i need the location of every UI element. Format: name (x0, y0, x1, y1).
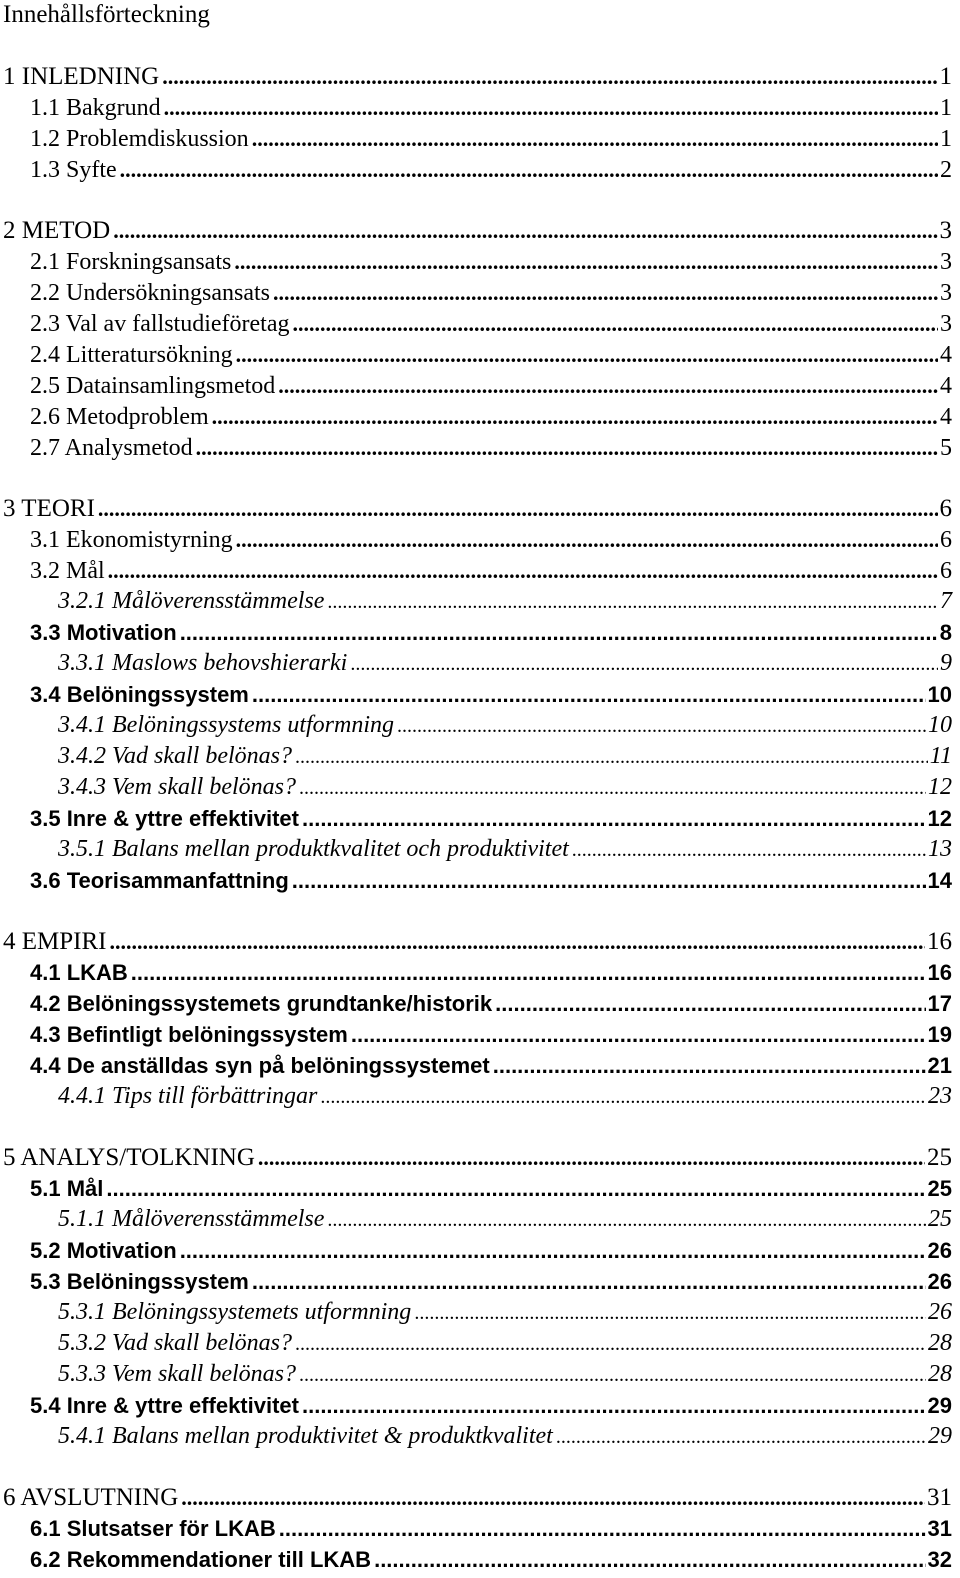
toc-title: Innehållsförteckning (3, 1, 210, 28)
toc-entry-text: 1 INLEDNING (3, 63, 160, 90)
toc-entry-text: 3.3 Motivation (30, 620, 177, 645)
toc-entry-text: 3.4 Belöningssystem (30, 682, 249, 707)
toc-entry[interactable] (58, 1297, 952, 1328)
dot-leader (258, 1142, 925, 1173)
dot-leader (572, 835, 926, 866)
toc-page-number: 31 (927, 1484, 952, 1511)
dot-leader (109, 926, 925, 957)
toc-page-number: 8 (939, 620, 952, 645)
dot-leader (302, 803, 926, 834)
toc-entry-text: 4.4.1 Tips till förbättringar (58, 1083, 318, 1109)
toc-entry[interactable] (30, 246, 952, 277)
dot-leader (273, 277, 938, 308)
toc-entry-text: 2.4 Litteratursökning (30, 342, 233, 368)
dot-leader (180, 617, 938, 648)
toc-page-number: 5 (940, 435, 952, 461)
dot-leader (108, 555, 938, 586)
toc-entry-text: 1.2 Problemdiskussion (30, 126, 249, 152)
dot-leader (397, 711, 926, 742)
toc-entry-text: 4.1 LKAB (30, 960, 128, 985)
toc-entry-text: 2.1 Forskningsansats (30, 249, 232, 275)
toc-page-number: 25 (927, 1176, 952, 1201)
toc-entry-text: 5.3.2 Vad skall belönas? (58, 1330, 292, 1356)
toc-entry[interactable] (58, 834, 952, 865)
toc-page-number: 21 (927, 1053, 952, 1078)
toc-page-number: 29 (928, 1423, 952, 1449)
dot-leader (295, 1329, 926, 1360)
toc-page-number: 12 (928, 774, 952, 800)
toc-entry-text: 3.4.3 Vem skall belönas? (58, 774, 296, 800)
toc-entry-text: 4.3 Befintligt belöningssystem (30, 1022, 348, 1047)
toc-entry[interactable] (30, 617, 952, 648)
toc-entry[interactable] (30, 123, 952, 154)
toc-entry[interactable] (58, 1359, 952, 1390)
dot-leader (278, 370, 938, 401)
dot-leader (236, 339, 938, 370)
toc-entry[interactable] (30, 92, 952, 123)
toc-page-number: 23 (928, 1083, 952, 1109)
toc-entry-text: 5.4.1 Balans mellan produktivitet & produktkvalitet (58, 1423, 553, 1449)
dot-leader (279, 1513, 926, 1544)
dot-leader (180, 1235, 926, 1266)
dot-leader (252, 123, 938, 154)
toc-entry-text: 2.6 Metodproblem (30, 404, 209, 430)
toc-entry-text: 3.5 Inre & yttre effektivitet (30, 806, 299, 831)
toc-page-number: 6 (940, 558, 952, 584)
toc-page-number: 3 (940, 311, 952, 337)
dot-leader (295, 742, 928, 773)
toc-page-number: 12 (927, 806, 952, 831)
toc-entry[interactable] (30, 308, 952, 339)
toc-page-number: 1 (940, 126, 952, 152)
toc-page-number: 26 (927, 1238, 952, 1263)
toc-page-number: 3 (940, 280, 952, 306)
dot-leader (292, 308, 938, 339)
toc-entry-text: 2.3 Val av fallstudieföretag (30, 311, 290, 337)
dot-leader (299, 773, 926, 804)
dot-leader (196, 432, 938, 463)
toc-page-number: 29 (927, 1393, 952, 1418)
toc-entry[interactable] (30, 1513, 952, 1544)
toc-page-number: 3 (940, 249, 952, 275)
dot-leader (327, 587, 938, 618)
dot-leader (556, 1422, 926, 1453)
dot-leader (236, 524, 938, 555)
toc-entry-text: 3.3.1 Maslows behovshierarki (58, 650, 348, 676)
dot-leader (320, 1082, 926, 1113)
dot-leader (302, 1390, 926, 1421)
toc-entry[interactable] (30, 401, 952, 432)
toc-entry[interactable] (30, 154, 952, 185)
toc-page-number: 32 (927, 1547, 952, 1572)
toc-entry-text: 3.4.2 Vad skall belönas? (58, 743, 292, 769)
toc-page-number: 25 (928, 1206, 952, 1232)
toc-entry[interactable] (3, 1142, 952, 1173)
toc-entry[interactable] (3, 61, 952, 92)
toc-entry[interactable] (3, 1482, 952, 1513)
toc-entry[interactable] (30, 957, 952, 988)
toc-entry-text: 5.3 Belöningssystem (30, 1269, 249, 1294)
toc-page-number: 10 (928, 712, 952, 738)
dot-leader (414, 1298, 926, 1329)
toc-entry-text: 3.2.1 Målöverensstämmelse (58, 588, 325, 614)
toc-entry[interactable] (3, 215, 952, 246)
toc-entry-text: 5.4 Inre & yttre effektivitet (30, 1393, 299, 1418)
toc-entry-text: 2.7 Analysmetod (30, 435, 193, 461)
toc-page-number: 3 (939, 217, 952, 244)
toc-page-number: 31 (927, 1516, 952, 1541)
dot-leader (299, 1360, 926, 1391)
toc-page-number: 4 (940, 373, 952, 399)
toc-page-number: 19 (927, 1022, 952, 1047)
toc-page-number: 1 (939, 63, 952, 90)
toc-entry[interactable] (30, 865, 952, 896)
dot-leader (374, 1544, 925, 1575)
toc-entry-text: 5.3.1 Belöningssystemets utformning (58, 1299, 412, 1325)
toc-entry[interactable] (58, 1204, 952, 1235)
dot-leader (113, 215, 937, 246)
dot-leader (120, 154, 938, 185)
toc-page-number: 4 (940, 342, 952, 368)
toc-entry[interactable] (3, 493, 952, 524)
toc-page-number: 2 (940, 157, 952, 183)
toc-entry[interactable] (58, 741, 952, 772)
dot-leader (493, 1050, 926, 1081)
toc-entry[interactable] (30, 432, 952, 463)
toc-entry[interactable] (58, 710, 952, 741)
toc-entry[interactable] (30, 555, 952, 586)
toc-entry-text: 2.2 Undersökningsansats (30, 280, 270, 306)
toc-page-number: 14 (927, 868, 952, 893)
toc-page-number: 25 (927, 1144, 952, 1171)
toc-page-number: 6 (939, 495, 952, 522)
toc-entry-text: 2 METOD (3, 217, 111, 244)
dot-leader (495, 988, 925, 1019)
toc-entry[interactable] (30, 1266, 952, 1297)
toc-entry-text: 6.2 Rekommendationer till LKAB (30, 1547, 372, 1572)
toc-entry[interactable] (30, 370, 952, 401)
toc-page-number: 4 (940, 404, 952, 430)
dot-leader (131, 957, 926, 988)
toc-entry-text: 5.3.3 Vem skall belönas? (58, 1361, 296, 1387)
dot-leader (164, 92, 938, 123)
toc-page-number: 11 (929, 743, 952, 769)
dot-leader (234, 246, 938, 277)
toc-page-number: 10 (927, 682, 952, 707)
dot-leader (252, 679, 926, 710)
toc-entry-text: 5.1.1 Målöverensstämmelse (58, 1206, 325, 1232)
dot-leader (212, 401, 938, 432)
toc-page-number: 6 (940, 527, 952, 553)
toc-entry[interactable] (30, 339, 952, 370)
toc-entry-text: 3.4.1 Belöningssystems utformning (58, 712, 394, 738)
toc-entry[interactable] (58, 648, 952, 679)
dot-leader (292, 865, 926, 896)
toc-page-number: 7 (940, 588, 952, 614)
toc-entry[interactable] (58, 1081, 952, 1112)
toc-entry-text: 3 TEORI (3, 495, 95, 522)
toc-entry-text: 1.1 Bakgrund (30, 95, 161, 121)
toc-page-number: 1 (940, 95, 952, 121)
toc-entry[interactable] (30, 1019, 952, 1050)
dot-leader (98, 493, 938, 524)
toc-entry[interactable] (30, 277, 952, 308)
toc-entry-text: 4.2 Belöningssystemets grundtanke/historik (30, 991, 493, 1016)
toc-entry[interactable] (58, 1328, 952, 1359)
toc-page-number: 28 (928, 1330, 952, 1356)
dot-leader (350, 649, 938, 680)
toc-page-number: 26 (928, 1299, 952, 1325)
toc-entry-text: 2.5 Datainsamlingsmetod (30, 373, 276, 399)
toc-page-number: 13 (928, 836, 952, 862)
toc-entry[interactable] (30, 1235, 952, 1266)
toc-entry[interactable] (30, 679, 952, 710)
toc-entry[interactable] (30, 1050, 952, 1081)
toc-entry[interactable] (30, 1173, 952, 1204)
toc-page-number: 9 (940, 650, 952, 676)
toc-entry-text: 1.3 Syfte (30, 157, 117, 183)
toc-page-number: 26 (927, 1269, 952, 1294)
dot-leader (106, 1173, 925, 1204)
toc-entry-text: 3.1 Ekonomistyrning (30, 527, 233, 553)
toc-entry-text: 3.5.1 Balans mellan produktkvalitet och produktivitet (58, 836, 569, 862)
dot-leader (327, 1205, 926, 1236)
toc-entry[interactable] (30, 1390, 952, 1421)
toc-entry[interactable] (30, 1544, 952, 1575)
toc-entry[interactable] (58, 772, 952, 803)
toc-entry[interactable] (58, 1421, 952, 1452)
dot-leader (181, 1482, 925, 1513)
toc-entry-text: 5.1 Mål (30, 1176, 104, 1201)
toc-entry-text: 3.2 Mål (30, 558, 105, 584)
toc-page-number: 17 (927, 991, 952, 1016)
toc-page-number: 16 (927, 960, 952, 985)
toc-entry-text: 5.2 Motivation (30, 1238, 177, 1263)
toc-page-number: 28 (928, 1361, 952, 1387)
toc-entry[interactable] (30, 988, 952, 1019)
dot-leader (351, 1019, 926, 1050)
toc-entry-text: 3.6 Teorisammanfattning (30, 868, 289, 893)
toc-entry-text: 6 AVSLUTNING (3, 1484, 179, 1511)
toc-entry-text: 6.1 Slutsatser för LKAB (30, 1516, 276, 1541)
toc-page-number: 16 (927, 928, 952, 955)
toc-entry[interactable] (58, 586, 952, 617)
toc-entry[interactable] (30, 803, 952, 834)
toc-entry-text: 5 ANALYS/TOLKNING (3, 1144, 255, 1171)
toc-entry-text: 4 EMPIRI (3, 928, 107, 955)
dot-leader (162, 61, 937, 92)
toc-entry[interactable] (30, 524, 952, 555)
toc-entry-text: 4.4 De anställdas syn på belöningssystemet (30, 1053, 490, 1078)
dot-leader (252, 1266, 926, 1297)
toc-entry[interactable] (3, 926, 952, 957)
